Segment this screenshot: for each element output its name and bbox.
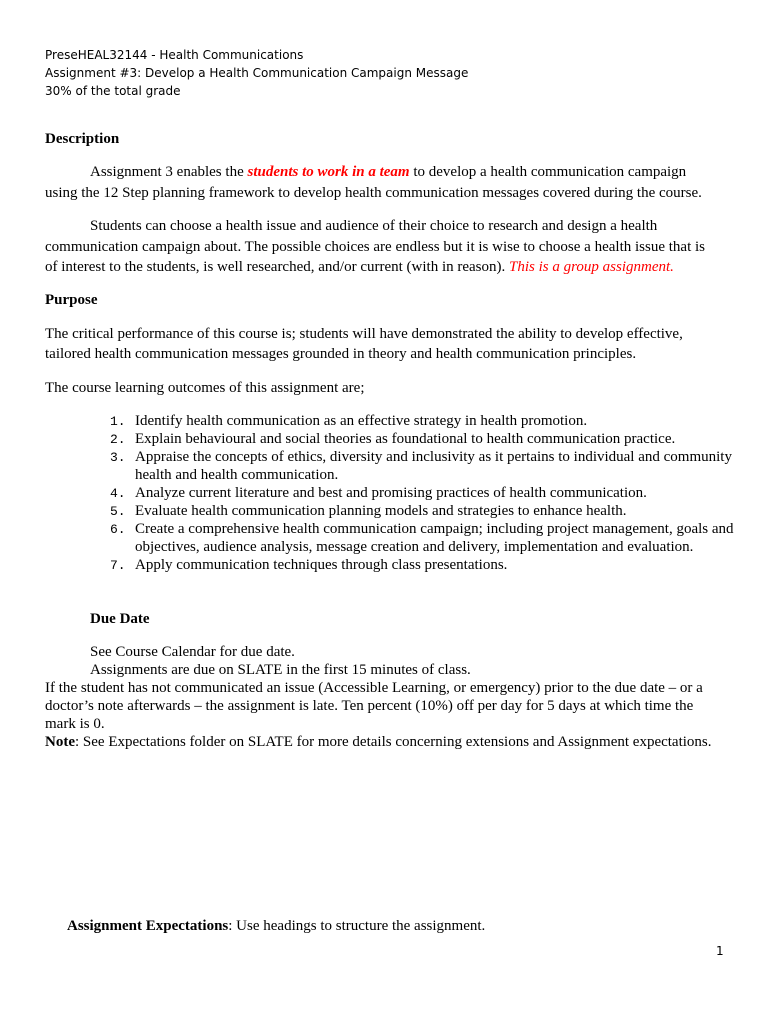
purpose-para1-line1: The critical performance of this course is; students will have demonstrated the ability to develop effective, [45, 326, 683, 342]
due-line2: Assignments are due on SLATE in the first 15 minutes of class. [90, 662, 471, 678]
description-para2-line3 [45, 259, 674, 276]
outcomes-list [110, 412, 750, 574]
list-number: 3. [110, 450, 126, 465]
expectations-heading: Assignment Expectations [67, 918, 229, 934]
description-para2-line2: communication campaign about. The possible choices are endless but it is wise to choose a health issue that is [45, 239, 705, 255]
course-title: PreseHEAL32144 - Health Communications [45, 48, 304, 62]
due-note [45, 734, 712, 751]
list-text: Analyze current literature and best and promising practices of health communication. [135, 485, 647, 501]
list-text: Evaluate health communication planning models and strategies to enhance health. [135, 503, 627, 519]
purpose-heading: Purpose [45, 292, 98, 308]
list-text: Appraise the concepts of ethics, diversity and inclusivity as it pertains to individual and community health and health communication. [135, 449, 732, 483]
due-line4: doctor’s note afterwards – the assignment is late. Ten percent (10%) off per day for 5 days at which time the [45, 698, 694, 714]
outcomes-intro: The course learning outcomes of this assignment are; [45, 380, 365, 396]
list-item [110, 484, 750, 502]
due-date-heading: Due Date [90, 611, 150, 627]
expectations-line [67, 918, 485, 935]
due-line1: See Course Calendar for due date. [90, 644, 295, 660]
assignment-title: Assignment #3: Develop a Health Communication Campaign Message [45, 66, 469, 80]
description-para2-line1: Students can choose a health issue and audience of their choice to research and design a health [90, 218, 658, 234]
description-text: Assignment 3 enables the [90, 164, 248, 180]
list-item [110, 448, 750, 484]
list-text: Explain behavioural and social theories as foundational to health communication practice. [135, 431, 676, 447]
list-number: 1. [110, 414, 126, 429]
team-emphasis: students to work in a team [247, 164, 410, 180]
description-text: to develop a health communication campaign [409, 164, 687, 180]
list-number: 2. [110, 432, 126, 447]
description-text: of interest to the students, is well researched, and/or current (with in reason). [45, 259, 510, 275]
description-para1-line2: using the 12 Step planning framework to develop health communication messages covered during the course. [45, 185, 702, 201]
group-assignment-note: This is a group assignment. [509, 259, 674, 275]
list-number: 4. [110, 486, 126, 501]
list-text: Create a comprehensive health communication campaign; including project management, goals and objectives, audience analysis, message creation and delivery, implementation and evaluation. [135, 521, 734, 555]
note-text: : See Expectations folder on SLATE for more details concerning extensions and Assignment expectations. [75, 734, 712, 750]
grade-weight: 30% of the total grade [45, 84, 181, 98]
list-item [110, 520, 750, 556]
expectations-text: : Use headings to structure the assignment. [228, 918, 486, 934]
due-line3: If the student has not communicated an issue (Accessible Learning, or emergency) prior to the due date – or a [45, 680, 703, 696]
page-number: 1 [716, 944, 724, 958]
list-text: Apply communication techniques through class presentations. [135, 557, 508, 573]
description-para1-line1 [90, 164, 686, 181]
list-text: Identify health communication as an effective strategy in health promotion. [135, 413, 588, 429]
purpose-para1-line2: tailored health communication messages grounded in theory and health communication principles. [45, 346, 637, 362]
list-number: 5. [110, 504, 126, 519]
list-item [110, 502, 750, 520]
description-heading: Description [45, 131, 120, 147]
list-item [110, 556, 750, 574]
list-number: 6. [110, 522, 126, 537]
due-line5: mark is 0. [45, 716, 105, 732]
note-label: Note [45, 734, 75, 750]
list-item [110, 430, 750, 448]
list-item [110, 412, 750, 430]
list-number: 7. [110, 558, 126, 573]
